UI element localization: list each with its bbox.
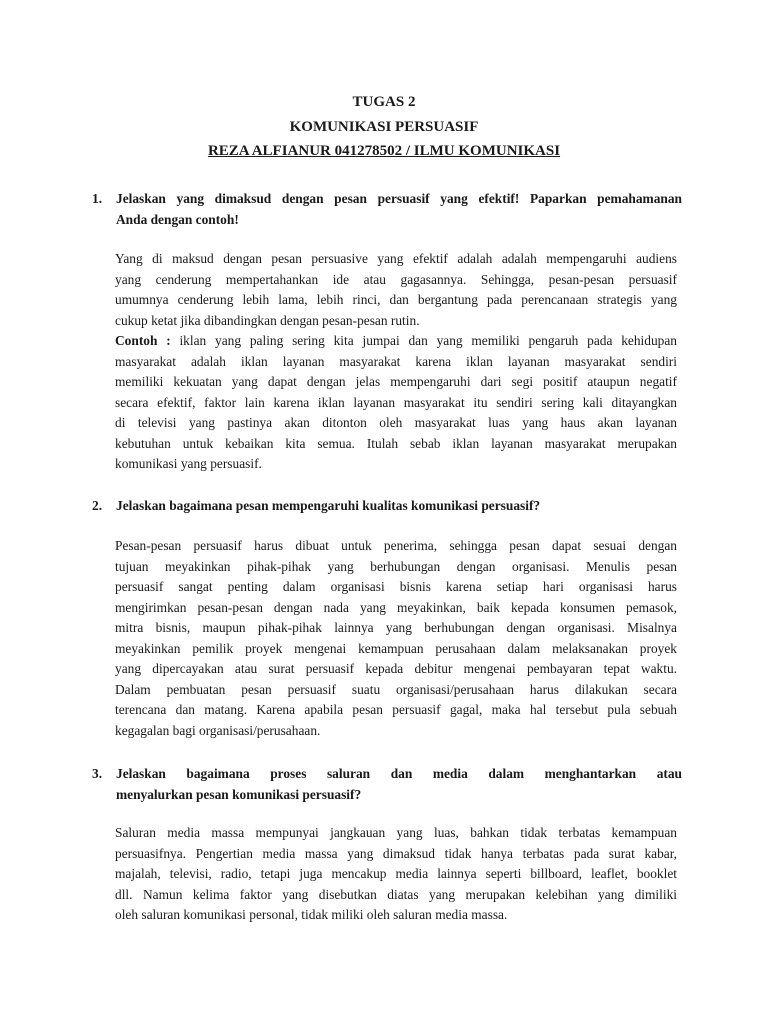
answer-line: tujuan meyakinkan pihak-pihak yang berhubungan dengan organisasi. Menulis pesan xyxy=(115,558,677,574)
answer-line: majalah, televisi, radio, tetapi juga mencakup media lainnya seperti billboard, leaflet, booklet xyxy=(115,866,677,881)
answer-line: yang dipercayakan atau surat persuasif kepada debitur mengenai pembayaran tepat waktu. xyxy=(115,661,677,676)
question-number: 2. xyxy=(92,498,103,513)
answer-line: Yang di maksud dengan pesan persuasive yang efektif adalah adalah mempengaruhi audiens xyxy=(115,251,677,266)
answer-line: terencana dan matang. Karena apabila pesan persuasif gagal, maka hal tersebut pula sebuah xyxy=(115,702,677,717)
answer-line: yang cenderung mempertahankan ide atau gagasannya. Sehingga, pesan-pesan persuasif xyxy=(115,271,677,287)
example-label: Contoh : xyxy=(115,333,171,348)
question-1 xyxy=(92,188,682,230)
answer-line: secara efektif, faktor lain karena iklan layanan masyarakat itu sendiri sering kali ditayangkan xyxy=(115,394,677,410)
question-3 xyxy=(92,763,682,805)
answer-line: kegagalan bagi organisasi/perusahaan. xyxy=(115,722,321,738)
answer-line: dll. Namun kelima faktor yang disebutkan diatas yang merupakan kelebihan yang dimiliki xyxy=(115,886,677,902)
answer-3 xyxy=(115,823,677,926)
answer-line: persuasifnya. Pengertian media massa yang dimaksud tidak hanya terbatas pada surat kabar, xyxy=(115,845,677,861)
answer-line: umumnya cenderung lebih lama, lebih rinci, dan bergantung pada perencanaan strategis yang xyxy=(115,292,677,307)
answer-1 xyxy=(115,249,677,475)
answer-line: oleh saluran komunikasi personal, tidak miliki oleh saluran media massa. xyxy=(115,907,508,922)
question-text-line: menyalurkan pesan komunikasi persuasif? xyxy=(116,787,362,802)
question-text-line: Jelaskan yang dimaksud dengan pesan persuasif yang efektif! Paparkan pemahamanan xyxy=(116,191,682,206)
doc-subtitle: KOMUNIKASI PERSUASIF xyxy=(289,119,479,135)
question-2 xyxy=(92,495,682,516)
doc-author-line: REZA ALFIANUR 041278502 / ILMU KOMUNIKASI xyxy=(207,143,561,159)
doc-title: TUGAS 2 xyxy=(352,94,416,110)
question-text-line: Jelaskan bagaimana pesan mempengaruhi kualitas komunikasi persuasif? xyxy=(116,498,541,513)
answer-line: masyarakat adalah iklan layanan masyarakat karena iklan layanan masyarakat sendiri xyxy=(115,353,677,369)
answer-line: memiliki kekuatan yang dapat dengan jelas mempengaruhi dari segi positif ataupun negatif xyxy=(115,374,677,389)
example-text: iklan yang paling sering kita jumpai dan yang memiliki pengaruh pada kehidupan xyxy=(170,333,677,348)
answer-line: meyakinkan pemilik proyek mengenai kemampuan perusahaan dalam melaksanakan proyek xyxy=(115,640,677,656)
answer-line: cukup ketat jika dibandingkan dengan pesan-pesan rutin. xyxy=(115,312,420,328)
answer-line: Dalam pembuatan pesan persuasif suatu organisasi/perusahaan harus dilakukan secara xyxy=(115,681,677,697)
question-text-line: Jelaskan bagaimana proses saluran dan media dalam menghantarkan atau xyxy=(116,766,682,781)
answer-line: komunikasi yang persuasif. xyxy=(115,456,262,471)
question-number: 1. xyxy=(92,191,103,206)
answer-line: persuasif sangat penting dalam organisasi bisnis karena setiap hari organisasi harus xyxy=(115,579,677,594)
answer-line: Saluran media massa mempunyai jangkauan yang luas, bahkan tidak terbatas kemampuan xyxy=(115,825,677,840)
question-number: 3. xyxy=(92,766,103,781)
answer-line: di televisi yang pastinya akan ditonton oleh masyarakat luas yang haus akan layanan xyxy=(115,415,677,430)
example-first-line xyxy=(115,331,677,352)
answer-line: Pesan-pesan persuasif harus dibuat untuk penerima, sehingga pesan dapat sesuai dengan xyxy=(115,538,677,553)
answer-line: kebutuhan untuk kebaikan kita semua. Itulah sebab iklan layanan masyarakat merupakan xyxy=(115,435,677,451)
answer-line: mengirimkan pesan-pesan dengan nada yang meyakinkan, baik kepada konsumen pemasok, xyxy=(115,599,677,615)
answer-line: mitra bisnis, maupun pihak-pihak lainnya yang berhubungan dengan organisasi. Misalnya xyxy=(115,620,677,635)
question-text-line: Anda dengan contoh! xyxy=(116,212,239,227)
answer-2 xyxy=(115,536,677,741)
